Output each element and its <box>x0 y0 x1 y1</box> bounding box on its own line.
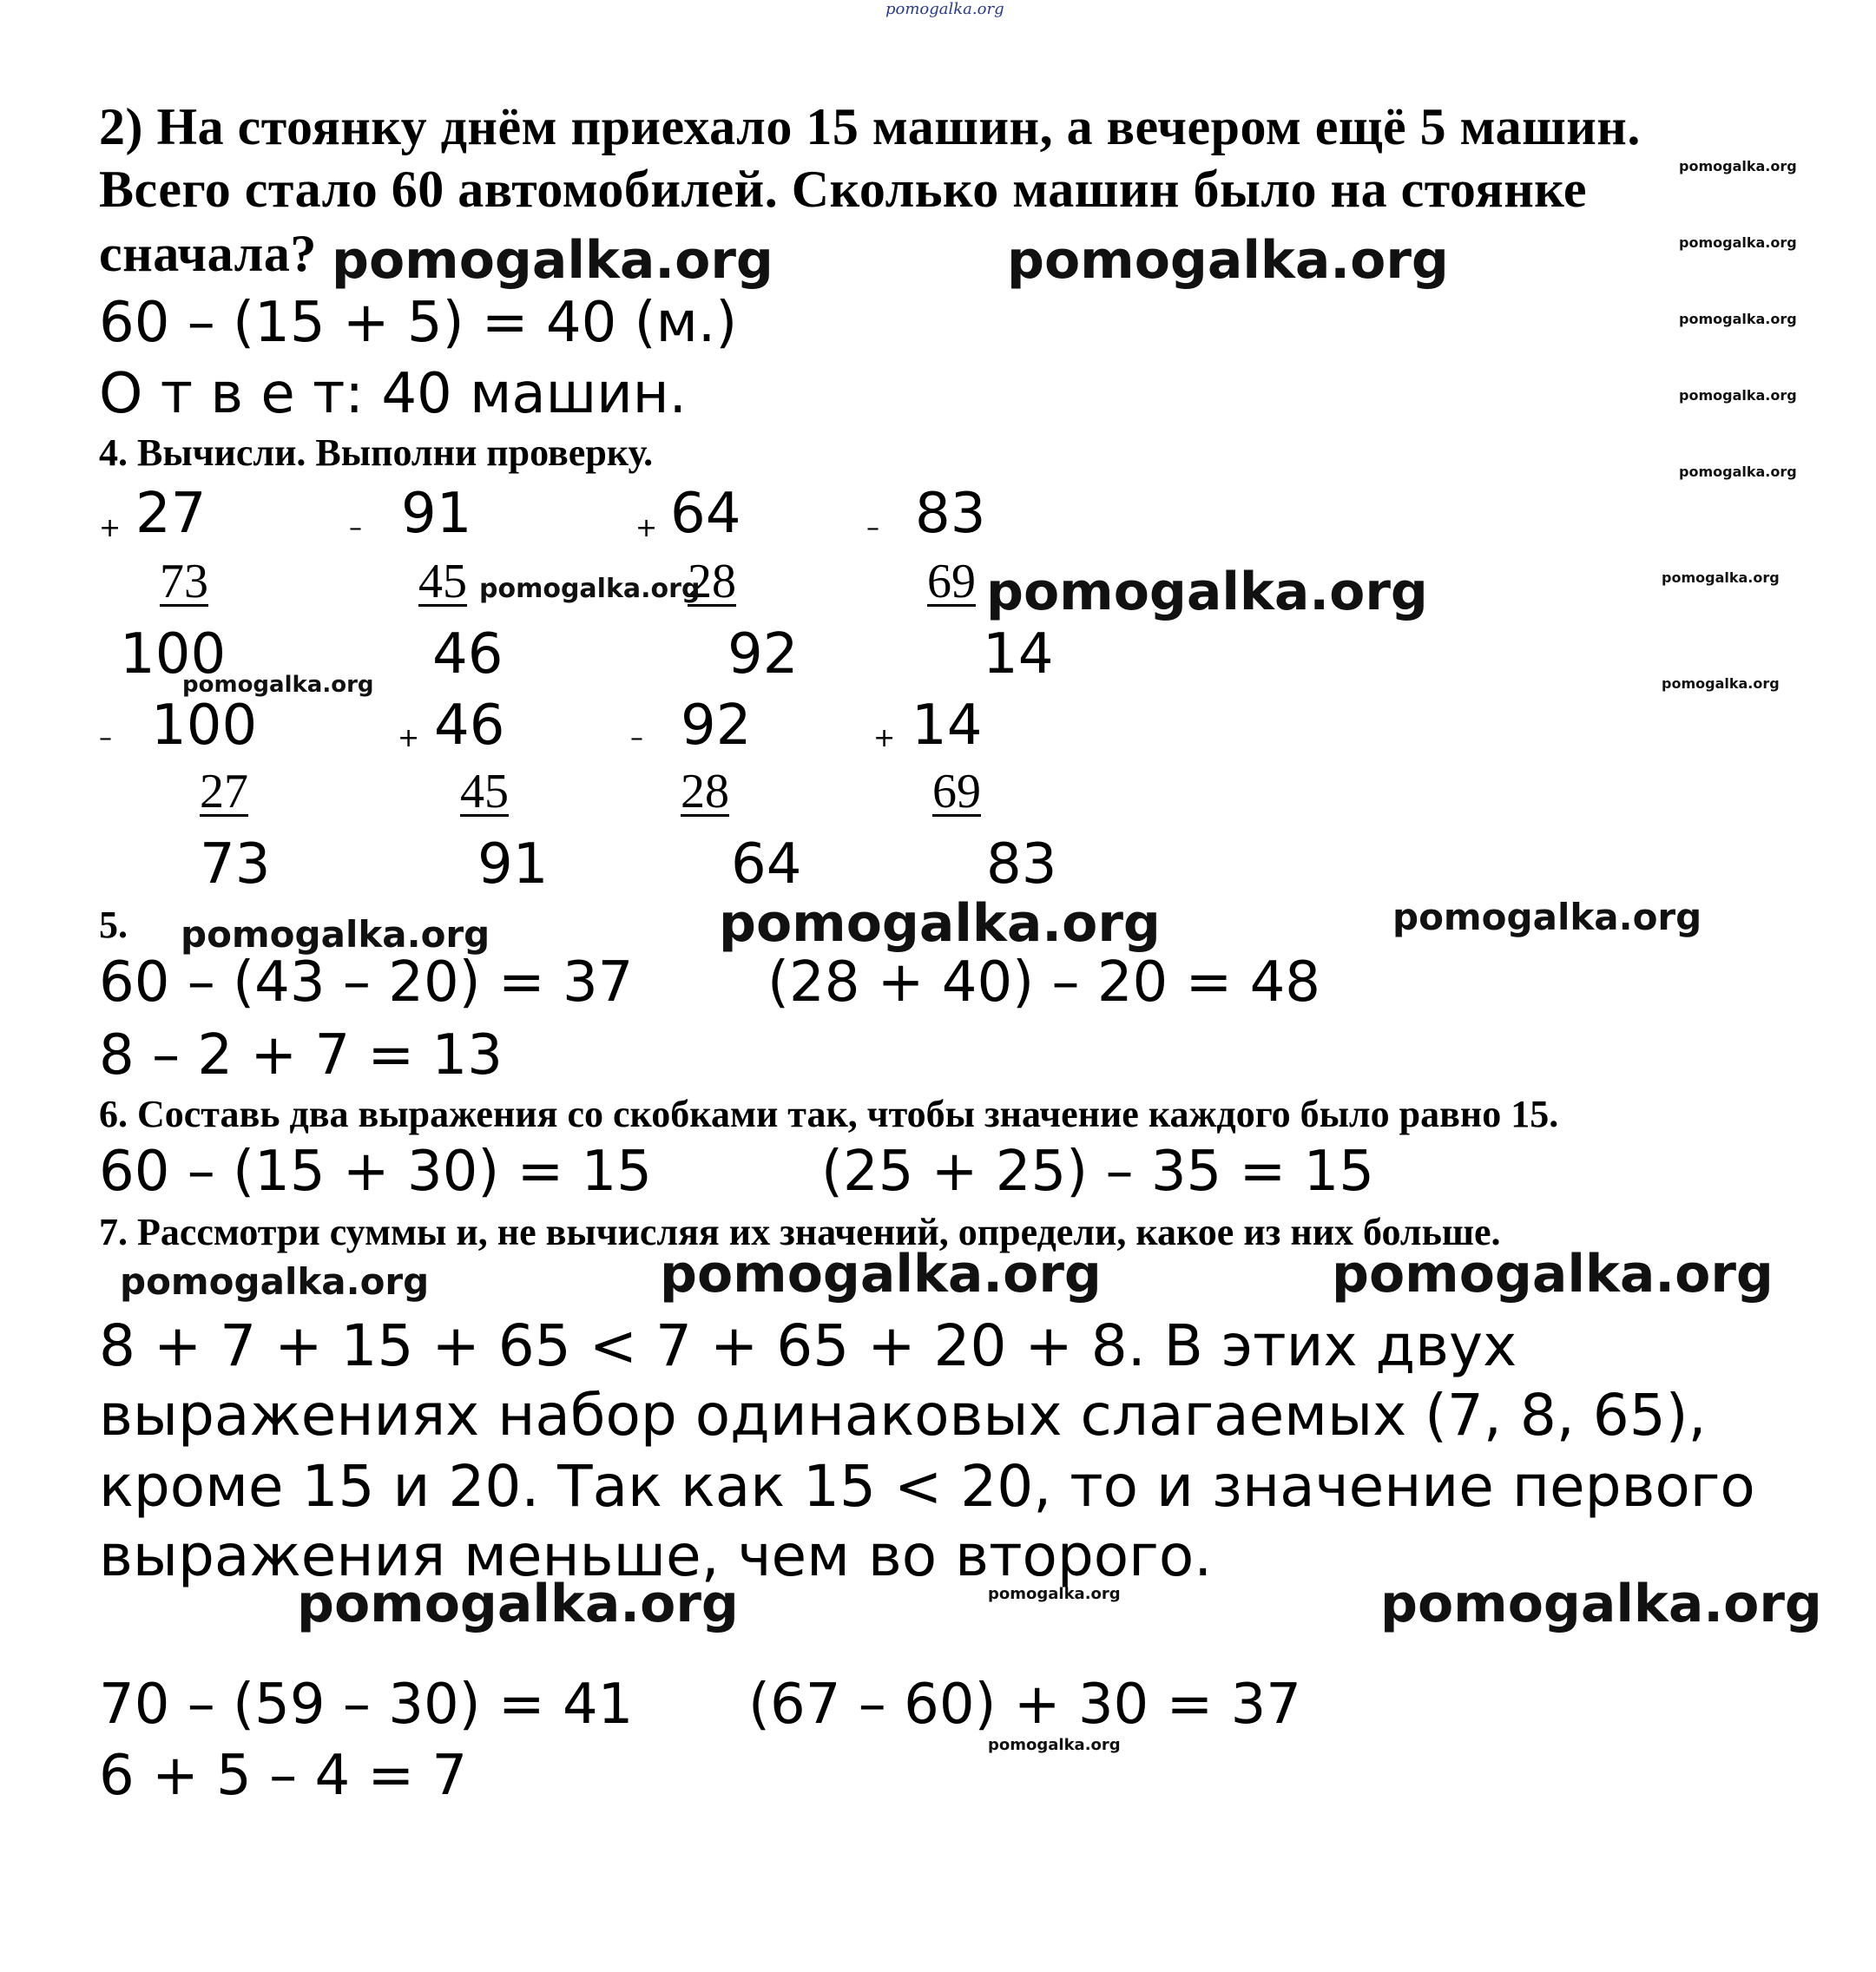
task5-heading: 5. <box>99 904 128 946</box>
task6-eq1: 60 – (15 + 30) = 15 <box>99 1140 652 1204</box>
column-top: 92 <box>681 693 752 758</box>
column-top: 46 <box>434 693 505 758</box>
column-top: 14 <box>912 693 983 758</box>
watermark: pomogalka.org <box>182 672 374 698</box>
watermark: pomogalka.org <box>1380 1574 1822 1634</box>
column-bottom: 28 <box>681 765 729 818</box>
column-bottom: 69 <box>932 765 981 818</box>
column-bottom: 27 <box>200 765 248 818</box>
column-bottom: 45 <box>418 555 467 608</box>
task5-eq3: 8 – 2 + 7 = 13 <box>99 1023 503 1088</box>
column-sign: – <box>99 723 112 753</box>
watermark: pomogalka.org <box>1662 675 1780 692</box>
column-result: 91 <box>477 832 549 897</box>
column-sign: + <box>635 513 658 543</box>
column-sign: + <box>398 723 420 753</box>
task4-heading: 4. Вычисли. Выполни проверку. <box>99 431 654 474</box>
column-bottom: 73 <box>160 555 208 608</box>
task2-solution: 60 – (15 + 5) = 40 (м.) <box>99 291 738 355</box>
task5-eq1: 60 – (43 – 20) = 37 <box>99 950 634 1015</box>
watermark: pomogalka.org <box>988 1736 1121 1754</box>
column-top: 83 <box>915 482 986 546</box>
task2-line1: 2) На стоянку днём приехало 15 машин, а вечером ещё 5 машин. <box>99 98 1641 155</box>
watermark: pomogalka.org <box>332 230 773 291</box>
column-result: 83 <box>986 832 1057 897</box>
column-top: 100 <box>151 693 258 758</box>
column-result: 92 <box>727 622 799 687</box>
extra-eq2: (67 – 60) + 30 = 37 <box>748 1673 1301 1737</box>
task5-eq2: (28 + 40) – 20 = 48 <box>767 950 1320 1015</box>
column-bottom: 45 <box>460 765 509 818</box>
watermark: pomogalka.org <box>1392 896 1702 938</box>
task7-line4: выражения меньше, чем во второго. <box>99 1522 1213 1589</box>
watermark: pomogalka.org <box>479 574 701 604</box>
watermark: pomogalka.org <box>120 1260 430 1303</box>
watermark: pomogalka.org <box>988 1585 1121 1603</box>
column-top: 91 <box>401 482 472 546</box>
column-result: 46 <box>432 622 504 687</box>
column-result: 14 <box>983 622 1054 687</box>
watermark: pomogalka.org <box>986 562 1428 622</box>
watermark: pomogalka.org <box>1332 1244 1774 1305</box>
column-sign: – <box>349 513 362 543</box>
extra-eq3: 6 + 5 – 4 = 7 <box>99 1744 468 1808</box>
task6-eq2: (25 + 25) – 35 = 15 <box>821 1140 1374 1204</box>
column-result: 64 <box>731 832 802 897</box>
column-result: 73 <box>200 832 271 897</box>
column-bottom: 28 <box>688 555 736 608</box>
watermark: pomogalka.org <box>297 1574 739 1634</box>
watermark: pomogalka.org <box>1679 311 1797 327</box>
column-bottom: 69 <box>927 555 976 608</box>
task2-line3: сначала? <box>99 225 317 282</box>
extra-eq1: 70 – (59 – 30) = 41 <box>99 1673 634 1737</box>
watermark: pomogalka.org <box>1679 234 1797 251</box>
watermark: pomogalka.org <box>181 913 490 956</box>
column-sign: – <box>866 513 879 543</box>
watermark-top: pomogalka.org <box>885 0 1004 18</box>
watermark: pomogalka.org <box>1662 569 1780 586</box>
task7-heading: 7. Рассмотри суммы и, не вычисляя их значений, определи, какое из них больше. <box>99 1211 1501 1253</box>
task2-answer: О т в е т: 40 машин. <box>99 362 687 426</box>
column-top: 64 <box>670 482 741 546</box>
watermark: pomogalka.org <box>660 1244 1102 1305</box>
column-result: 100 <box>120 622 227 687</box>
watermark: pomogalka.org <box>1679 158 1797 174</box>
task7-line1: 8 + 7 + 15 + 65 < 7 + 65 + 20 + 8. В этих двух <box>99 1312 1517 1379</box>
task7-line2: выражениях набор одинаковых слагаемых (7, 8, 65), <box>99 1382 1707 1449</box>
column-sign: + <box>873 723 896 753</box>
task7-line3: кроме 15 и 20. Так как 15 < 20, то и значение первого <box>99 1453 1755 1520</box>
column-sign: – <box>630 723 643 753</box>
task6-heading: 6. Составь два выражения со скобками так, чтобы значение каждого было равно 15. <box>99 1093 1559 1135</box>
task2-line2: Всего стало 60 автомобилей. Сколько машин было на стоянке <box>99 161 1587 218</box>
watermark: pomogalka.org <box>1679 463 1797 480</box>
watermark: pomogalka.org <box>719 893 1161 954</box>
watermark: pomogalka.org <box>1679 387 1797 404</box>
column-sign: + <box>99 513 122 543</box>
watermark: pomogalka.org <box>1007 230 1449 291</box>
column-top: 27 <box>135 482 207 546</box>
